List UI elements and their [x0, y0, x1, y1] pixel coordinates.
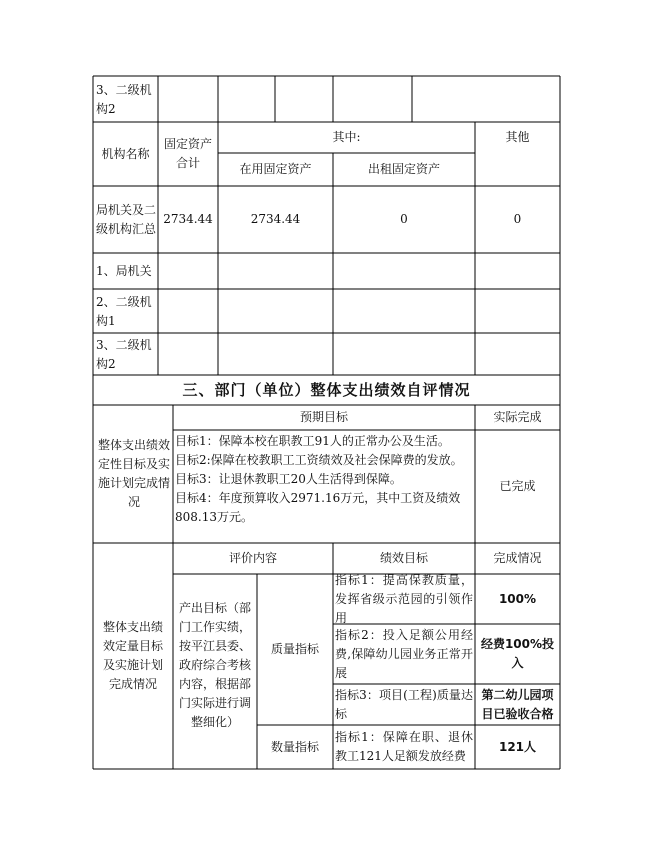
header-in-use-assets: 在用固定资产 [239, 162, 312, 176]
indicator-2-status: 经费100%投入 [480, 637, 555, 670]
indicator-3-text: 指标3：项目(工程)质量达标 [335, 687, 473, 721]
goal-3: 目标3：让退休教职工20人生活得到保障。 [175, 472, 402, 486]
header-among: 其中: [332, 130, 361, 144]
qualitative-label: 整体支出绩效定性目标及实施计划完成情况 [98, 438, 171, 509]
quantitative-label: 整体支出绩效定量目标及实施计划完成情况 [102, 620, 163, 691]
performance-target-header: 绩效目标 [379, 551, 428, 565]
summary-row-label: 局机关及二级机构汇总 [96, 203, 157, 236]
indicator-2-text: 指标2：投入足额公用经费,保障幼儿园业务正常开展 [335, 627, 473, 680]
summary-in-use-value: 2734.44 [250, 212, 301, 226]
summary-other-value: 0 [513, 212, 522, 226]
header-fixed-assets-total: 固定资产合计 [163, 137, 212, 170]
actual-completion-header: 实际完成 [493, 410, 542, 424]
goal-4: 目标4：年度预算收入2971.16万元，其中工资及绩效808.13万元。 [175, 491, 461, 524]
section-title: 三、部门（单位）整体支出绩效自评情况 [182, 380, 471, 399]
indicator-4-text: 指标1：保障在职、退休教工121人足额发放经费 [335, 730, 473, 763]
output-target-cell: 产出目标（部门工作实绩，按平江县委、政府综合考核内容，根据部门实际进行调整细化） [178, 600, 251, 729]
goal-1: 目标1：保障本校在职教工91人的正常办公及生活。 [175, 434, 450, 448]
indicator-1-text: 指标1：提高保教质量，发挥省级示范园的引领作用 [335, 572, 473, 625]
row-label-bureau: 1、局机关 [96, 263, 152, 278]
row-label-second-org-2-top: 3、二级机构2 [96, 83, 152, 116]
expected-goals-header: 预期目标 [299, 410, 348, 424]
summary-total-value: 2734.44 [163, 212, 213, 226]
quality-indicator-label: 质量指标 [270, 642, 319, 656]
summary-rented-value: 0 [400, 212, 408, 226]
header-org-name: 机构名称 [101, 146, 150, 161]
actual-completion-value: 已完成 [499, 479, 536, 493]
indicator-1-status: 100% [498, 591, 537, 606]
indicator-3-status: 第二幼儿园项目已验收合格 [481, 687, 554, 721]
header-rented-assets: 出租固定资产 [367, 162, 440, 176]
row-label-second-org-2: 3、二级机构2 [96, 338, 152, 371]
header-other: 其他 [505, 130, 530, 144]
quantity-indicator-label: 数量指标 [270, 739, 319, 754]
row-label-second-org-1: 2、二级机构1 [96, 295, 152, 328]
expected-goals-list [175, 432, 475, 542]
eval-content-header: 评价内容 [228, 551, 277, 565]
goal-2: 目标2:保障在校教职工工资绩效及社会保障费的发放。 [175, 453, 463, 467]
indicator-4-status: 121人 [498, 739, 537, 754]
completion-status-header: 完成情况 [493, 551, 542, 565]
